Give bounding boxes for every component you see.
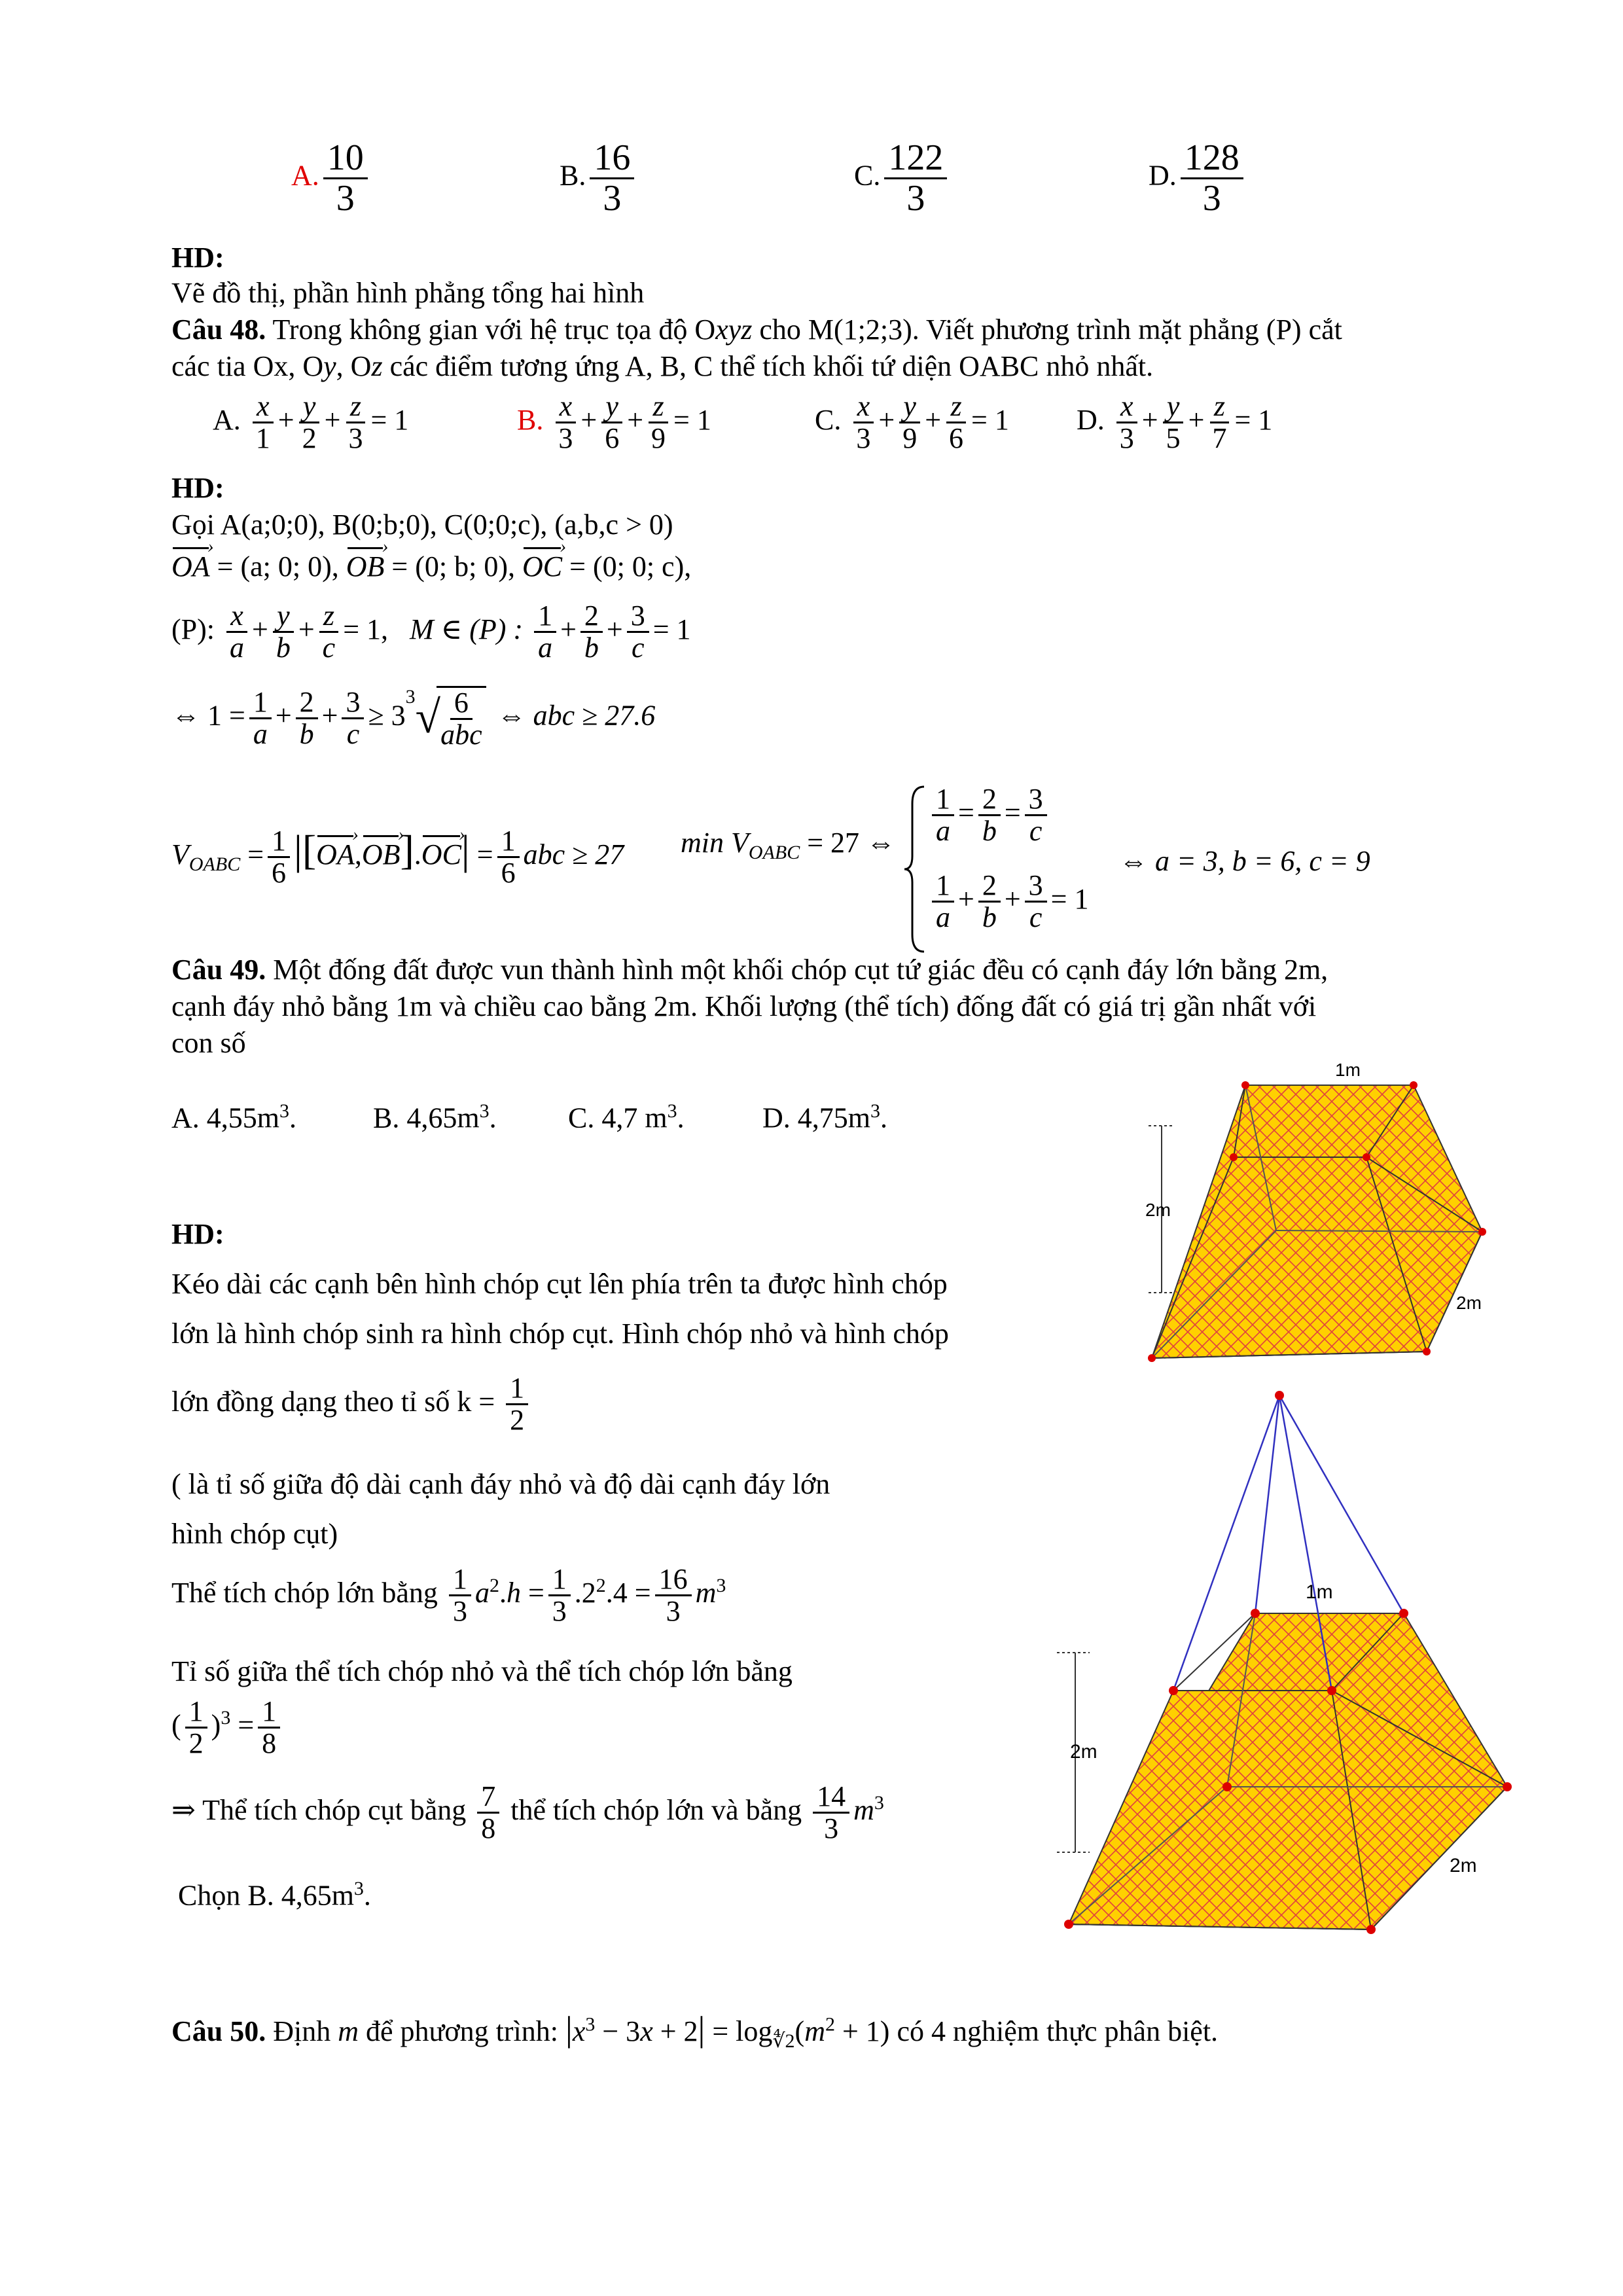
q48-line1: Câu 48. Trong không gian với hệ trục tọa độ Oxyz cho M(1;2;3). Viết phương trình mặt phẳng (P) cắt (171, 314, 1342, 346)
q48-inequality: ⇔ 1 = $\frac{1}{a}$ + $\frac{2}{b}$ + $\frac{3}{c}$ ≥ $3^3√$ $\frac{6}{\text{abc}}$ ⇔ abc ≥ 27.6 (171, 685, 656, 751)
q49-p7: Tỉ số giữa thể tích chóp nhỏ và thể tích chóp lớn bằng (171, 1655, 793, 1687)
q48-option-d: D. $\frac{x}{3}$ + $\frac{y}{5}$ + $\frac{z}{7}$ = 1 (1077, 390, 1273, 455)
q49-p5: hình chóp cụt) (171, 1518, 338, 1550)
q49-p1: Kéo dài các cạnh bên hình chóp cụt lên phía trên ta được hình chóp (171, 1268, 948, 1300)
q49-option-d: D. $4,75m^3$. (762, 1100, 887, 1134)
q49-line3: con số (171, 1027, 246, 1059)
q47-hd-text: Vẽ đồ thị, phần hình phẳng tổng hai hình (171, 277, 645, 309)
q49-hd-label: HD: (171, 1218, 224, 1250)
q49-p9: Chọn B. $4,65m^3$. (178, 1878, 371, 1912)
q48-hd-label: HD: (171, 472, 224, 504)
q48-vectors: OA › = (a; 0; 0), OB › = (0; b; 0), OC › = (0; 0; c), (171, 550, 691, 583)
q48-option-a: A. $\frac{x}{1}$ + $\frac{y}{2}$ + $\frac{z}{3}$ = 1 (213, 390, 409, 455)
svg-text:2m: 2m (1145, 1200, 1171, 1220)
q47-option-b: B. $\frac{16}{3}$ (560, 139, 638, 218)
q49-p6: Thể tích chóp lớn bằng $\frac{1}{3}$ $a^2.h$ = $\frac{1}{3}$ $.2^2.4$ = $\frac{16}{3}$ $m^3$ (171, 1563, 726, 1628)
q48-plane-eq: (P): $\frac{x}{a}$ + $\frac{y}{b}$ + $\frac{z}{c}$ = 1, M ∈ (P) : $\frac{1}{a}$ + $\frac{2}{b}$ + $\frac{3}{c}$ = 1 (171, 600, 691, 664)
q48-option-c: C. $\frac{x}{3}$ + $\frac{y}{9}$ + $\frac{z}{6}$ = 1 (815, 390, 1009, 455)
svg-text:2m: 2m (1070, 1741, 1097, 1763)
q48-line2: các tia Ox, Oy, Oz các điểm tương ứng A, B, C thể tích khối tứ diện OABC nhỏ nhất. (171, 350, 1154, 382)
q49-ratio: ( $\frac{1}{2}$ )$^3$ = $\frac{1}{8}$ (171, 1696, 284, 1759)
q48-option-b: B. $\frac{x}{3}$ + $\frac{y}{6}$ + $\frac{z}{9}$ = 1 (517, 390, 711, 455)
svg-text:1m: 1m (1306, 1581, 1333, 1603)
q48-min-volume: $\min V_{OABC} = 27$ ⇔ (681, 827, 896, 863)
q47-hd-label: HD: (171, 242, 224, 274)
q49-p8: ⇒ Thể tích chóp cụt bằng $\frac{7}{8}$ thể tích chóp lớn và bằng $\frac{14}{3}$ $m^3$ (171, 1780, 884, 1845)
pyramid-figure (1057, 1391, 1512, 1934)
q49-option-b: B. $4,65m^3$. (373, 1100, 497, 1134)
svg-text:2m: 2m (1450, 1855, 1477, 1876)
q48-volume: $V_{OABC}$ = $\frac{1}{6}$ |[OA ›,OB ›].OC ›| = $\frac{1}{6}$ abc ≥ 27 (171, 826, 624, 889)
svg-text:1m: 1m (1335, 1060, 1361, 1080)
system-eq1: $\frac{1}{a}$ = $\frac{2}{b}$ = $\frac{3}{c}$ (928, 784, 1051, 846)
svg-text:2m: 2m (1456, 1293, 1482, 1313)
q47-option-a: A. $\frac{10}{3}$ (291, 139, 372, 218)
q49-p4: ( là tỉ số giữa độ dài cạnh đáy nhỏ và độ dài cạnh đáy lớn (171, 1468, 830, 1500)
q49-option-c: C. 4,7 $m^3$. (568, 1100, 685, 1134)
q49-p3: lớn đồng dạng theo tỉ số k = $\frac{1}{2}$ (171, 1373, 532, 1435)
q47-option-c: C. $\frac{122}{3}$ (854, 139, 951, 218)
frustum-figure (1145, 1060, 1486, 1362)
q49-p2: lớn là hình chóp sinh ra hình chóp cụt. Hình chóp nhỏ và hình chóp (171, 1318, 949, 1350)
pyramid-front-face (1069, 1691, 1371, 1929)
q48-final: ⇔ a = 3, b = 6, c = 9 (1119, 845, 1370, 877)
q50-line: Câu 50. Định m để phương trình: $|x^3 - 3x + 2| = \log_{∜2}(m^2 + 1)$ có 4 nghiệm thực phân biệt. (171, 2009, 1219, 2052)
q49-line2: cạnh đáy nhỏ bằng 1m và chiều cao bằng 2m. Khối lượng (thể tích) đống đất có giá trị gần nhất với (171, 990, 1317, 1022)
q49-line1: Câu 49. Một đống đất được vun thành hình một khối chóp cụt tứ giác đều có cạnh đáy lớn bằng 2m, (171, 954, 1329, 986)
q48-sol1: Gọi A(a;0;0), B(0;b;0), C(0;0;c), (a,b,c > 0) (171, 509, 673, 541)
q47-option-d: D. $\frac{128}{3}$ (1149, 139, 1247, 218)
q49-option-a: A. $4,55m^3$. (171, 1100, 296, 1134)
system-eq2: $\frac{1}{a}$ + $\frac{2}{b}$ + $\frac{3}{c}$ = 1 (928, 870, 1088, 933)
